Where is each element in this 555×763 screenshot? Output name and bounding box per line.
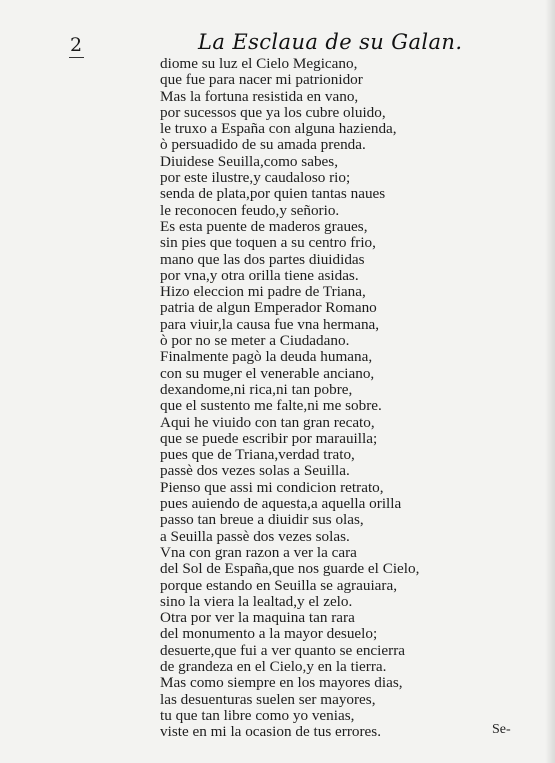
verse-line: a Seuilla passè dos vezes solas.: [160, 527, 350, 545]
verse-line: las desuenturas suelen ser mayores,: [160, 690, 376, 708]
verse-line: para viuir,la causa fue vna hermana,: [160, 315, 380, 333]
verse-line: senda de plata,por quien tantas naues: [160, 185, 386, 203]
verse-line: passo tan breue a diuidir sus olas,: [160, 511, 364, 529]
verse-line: del monumento a la mayor desuelo;: [160, 625, 378, 643]
verse-line: sin pies que toquen a su centro frio,: [160, 234, 376, 252]
verse-line: con su muger el venerable anciano,: [160, 364, 375, 382]
page-number-underline: [69, 57, 84, 58]
verse-line: desuerte,que fui a ver quanto se encierra: [160, 641, 405, 659]
verse-line: Aqui he viuido con tan gran recato,: [160, 413, 375, 431]
verse-line: patria de algun Emperador Romano: [160, 299, 377, 317]
verse-line: ò persuadido de su amada prenda.: [160, 136, 366, 154]
verse-line: tu que tan libre como yo venias,: [160, 706, 355, 724]
verse-line: Mas la fortuna resistida en vano,: [160, 87, 359, 105]
running-head: La Esclaua de su Galan.: [198, 30, 463, 54]
verse-line: Pienso que assi mi condicion retrato,: [160, 478, 384, 496]
verse-line: sino la viera la lealtad,y el zelo.: [160, 592, 353, 610]
verse-line: mano que las dos partes diuididas: [160, 250, 365, 268]
verse-line: Finalmente pagò la deuda humana,: [160, 348, 373, 366]
verse-line: del Sol de España,que nos guarde el Cielo,: [160, 560, 420, 578]
verse-text: [160, 56, 419, 740]
verse-line: dexandome,ni rica,ni tan pobre,: [160, 380, 353, 398]
page-edge-shadow: [545, 0, 555, 763]
verse-line: de grandeza en el Cielo,y en la tierra.: [160, 657, 387, 675]
verse-line: passè dos vezes solas a Seuilla.: [160, 462, 350, 480]
verse-line: por vna,y otra orilla tiene asidas.: [160, 266, 359, 284]
verse-line: Diuidese Seuilla,como sabes,: [160, 152, 338, 170]
verse-line: diome su luz el Cielo Megicano,: [160, 55, 358, 72]
verse-line: porque estando en Seuilla se agrauiara,: [160, 576, 398, 594]
verse-line: le reconocen feudo,y señorio.: [160, 201, 340, 219]
verse-line: que fue para nacer mi patrionidor: [160, 71, 363, 89]
verse-line: Vna con gran razon a ver la cara: [160, 543, 357, 561]
verse-line: que se puede escribir por marauilla;: [160, 429, 378, 447]
verse-line: le truxo a España con alguna hazienda,: [160, 120, 397, 138]
catchword: Se-: [492, 722, 511, 737]
verse-line: pues que de Triana,verdad trato,: [160, 446, 355, 464]
verse-line: Hizo eleccion mi padre de Triana,: [160, 283, 366, 301]
verse-line: ò por no se meter a Ciudadano.: [160, 332, 350, 350]
verse-line: que el sustento me falte,ni me sobre.: [160, 397, 382, 415]
verse-line: por sucessos que ya los cubre oluido,: [160, 103, 386, 121]
verse-line: Mas como siempre en los mayores dias,: [160, 674, 403, 692]
page-number: 2: [70, 34, 83, 56]
verse-line: viste en mi la ocasion de tus errores.: [160, 723, 381, 741]
verse-line: por este ilustre,y caudaloso rio;: [160, 169, 351, 187]
verse-line: Es esta puente de maderos graues,: [160, 217, 368, 235]
verse-line: Otra por ver la maquina tan rara: [160, 609, 355, 627]
verse-line: pues auiendo de aquesta,a aquella orilla: [160, 495, 402, 513]
